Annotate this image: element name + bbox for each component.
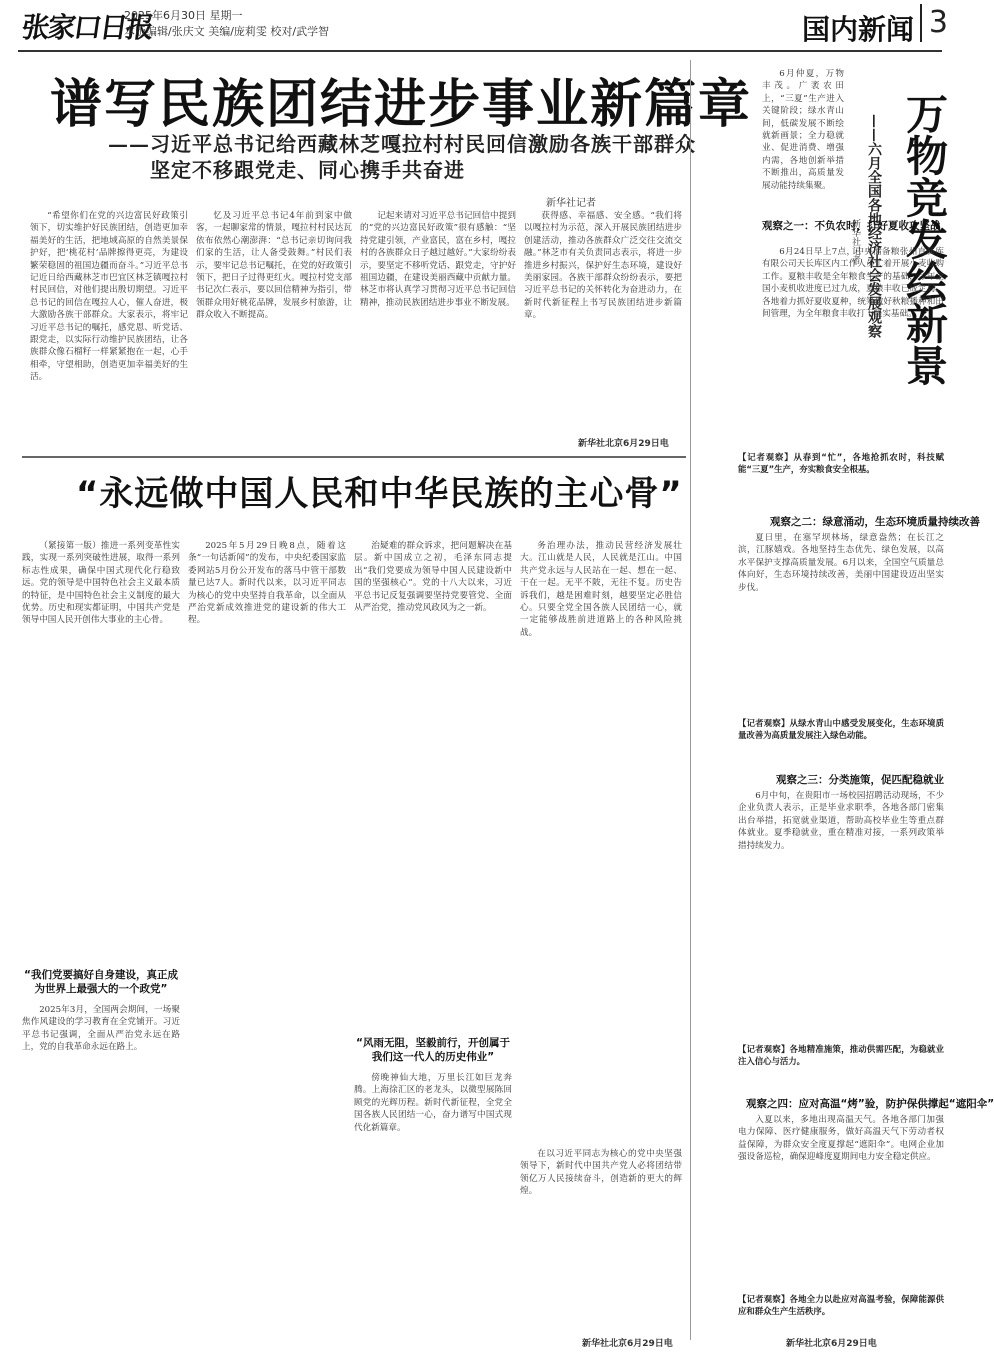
feature-dateline: 新华社北京6月29日电: [786, 1339, 877, 1349]
article1-column-3: [360, 210, 516, 442]
feature-obs2-text: 夏日里，在塞罕坝林场，绿意盎然；在长江之滨，江豚嬉戏。各地坚持生态优先、绿色发展，以高水平保护支撑高质量发展。6月以来，全国空气质量总体向好，生态环境持续改善，美丽中国建设迈出坚实步伐。: [738, 533, 944, 593]
article1-paragraph: 忆及习近平总书记4年前到家中做客，一起聊家常的情景，嘎拉村村民达瓦依布依然心潮澎湃：“总书记亲切询问我们家的生活，让人备受鼓舞。”村民们表示，要牢记总书记嘱托，在党的好政策引领下，把日子过得更红火。嘎拉村党支部书记次仁表示，要以回信精神为指引，带领群众用好桃花品牌，发展乡村旅游，让群众收入不断提高。: [196, 211, 352, 321]
article-separator: [22, 456, 686, 458]
masthead: [0, 0, 960, 56]
article2-paragraph: 2025年5月29日晚8点，随着这条“一句话新闻”的发布，中央纪委国家监委网站5月份公开发布的落马中管干部数量已达7人。新时代以来，以习近平同志为核心的党中央坚持自我革命，以全面从严治党新成效推进党的建设新的伟大工程。: [188, 541, 346, 626]
feature-obs4-title: 观察之四：应对高温“烤”验，防护保供撑起“遮阳伞”: [746, 1098, 994, 1110]
feature-headline-text: 万物竞发绘新景: [900, 92, 949, 386]
feature-obs2-title: 观察之二：绿意涌动，生态环境质量持续改善: [770, 516, 980, 528]
feature-subhead-text: ——六月全国各地经济社会发展观察: [866, 114, 882, 338]
article2-column-2: [188, 540, 346, 1334]
feature-note-3: [738, 1044, 944, 1084]
article1-byline: 新华社记者: [546, 198, 596, 209]
article2-col1-heading: “我们党要搞好自身建设，真正成为世界上最强大的一个政党”: [24, 969, 178, 995]
article1-subhead-2: 坚定不移跟党走、同心携手共奋进: [150, 158, 465, 182]
masthead-rule: [18, 50, 942, 52]
article2-col3-heading: “风雨无阻，坚毅前行，开创属于我们这一代人的历史伟业”: [356, 1037, 510, 1063]
feature-obs3-title: 观察之三：分类施策，促匹配稳就业: [776, 774, 944, 786]
article2-dateline: 新华社北京6月29日电: [582, 1339, 673, 1349]
article2-paragraph: 傍晚神仙大地，万里长江如巨龙奔腾。上海徐汇区的老龙头，以微型展陈回顾党的光辉历程。新时代新征程，全党全国各族人民团结一心，奋力谱写中国式现代化新篇章。: [354, 1073, 512, 1133]
feature-note-1: [738, 452, 944, 512]
article2-column-1b: [22, 1004, 180, 1334]
feature-obs1-body: [762, 246, 944, 478]
issue-date: 2025年6月30日 星期一: [124, 9, 243, 22]
article1-column-2: [196, 210, 352, 442]
article1-column-1: [30, 210, 188, 442]
feature-obs3-body: [738, 790, 944, 1040]
article1-paragraph: 记起来请对习近平总书记回信中提到的“党的兴边富民好政策”很有感触：“坚持党建引领，产业富民，富在乡村，嘎拉村的各族群众日子越过越好。”大家纷纷表示，要坚定不移听党话、跟党走，守护好祖国边疆，在建设美丽西藏中贡献力量。林芝市将认真学习贯彻习近平总书记回信精神，推动民族团结进步事业不断发展。: [360, 211, 516, 308]
feature-obs4-text: 入夏以来，多地出现高温天气。各地各部门加强电力保障、医疗健康服务，做好高温天气下劳动者权益保障，为群众安全度夏撑起“遮阳伞”。电网企业加强设备巡检，确保迎峰度夏期间电力安全稳定供应。: [738, 1115, 944, 1163]
article2-column-3: [354, 540, 512, 1030]
article2-paragraph: （紧接第一版）推进一系列变革性实践，实现一系列突破性进展，取得一系列标志性成果，确保中国式现代化行稳致远。党的领导是中国特色社会主义最本质的特征，是中国特色社会主义制度的最大优势。历史和现实都证明，中国共产党是领导中国人民开创伟大事业的主心骨。: [22, 541, 180, 626]
page-number: 3: [920, 4, 948, 42]
feature-obs3-text: 6月中旬，在贵阳市一场校园招聘活动现场，不少企业负责人表示，正是毕业求职季，各地各部门密集出台举措，拓宽就业渠道，帮助高校毕业生等重点群体就业。夏季稳就业，重在精准对接，一系列政策举措持续发力。: [738, 791, 944, 851]
feature-note-3-text: 【记者观察】各地精准施策，推动供需匹配，为稳就业注入信心与活力。: [738, 1044, 944, 1066]
staff-credits: 本版编辑/张庆文 美编/庞莉雯 校对/武学智: [124, 25, 330, 38]
article1-headline: 谱写民族团结进步事业新篇章: [50, 75, 753, 135]
article1-subhead-1: ——习近平总书记给西藏林芝嘎拉村村民回信激励各族干部群众: [108, 132, 696, 156]
article2-column-4: [520, 540, 682, 1140]
feature-obs4-body: [738, 1114, 944, 1290]
article1-column-4: [524, 210, 682, 430]
feature-note-2-text: 【记者观察】从绿水青山中感受发展变化，生态环境质量改善为高质量发展注入绿色动能。: [738, 718, 944, 740]
article2-paragraph: 在以习近平同志为核心的党中央坚强领导下，新时代中国共产党人必将团结带领亿万人民接续奋斗，创造新的更大的辉煌。: [520, 1149, 682, 1197]
article2-paragraph: 2025年3月，全国两会期间，一场聚焦作风建设的学习教育在全党铺开。习近平总书记强调，全面从严治党永远在路上，党的自我革命永远在路上。: [22, 1005, 180, 1053]
newspaper-logo: 张家口日报: [19, 11, 155, 44]
feature-intro-text: 6月仲夏，万物丰茂。广袤农田上，“三夏”生产进入关键阶段；绿水青山间，低碳发展不断绘就新画景；全力稳就业、促进消费、增强内需，各地创新举措不断推出，高质量发展动能持续集聚。: [762, 69, 844, 191]
article2-column-4b: [520, 1148, 682, 1318]
article1-dateline: 新华社北京6月29日电: [578, 439, 669, 449]
feature-obs2-body: [738, 532, 944, 716]
article2-column-3b: [354, 1072, 512, 1334]
feature-note-4: [738, 1294, 944, 1332]
feature-obs1-text: 6月24日早上7点，中央储备粮张州直属库有限公司天长库区内工作人员忙着开展小麦收购工作。夏粮丰收是全年粮食生产的基础，今年全国小麦机收进度已过九成，夏粮丰收已成定局。各地着力抓好夏收夏种，统筹做好秋粮播种和田间管理，为全年粮食丰收打下坚实基础。: [762, 247, 944, 320]
column-divider: [690, 60, 691, 1340]
article2-paragraph: 务治理办法，推动民营经济发展壮大。江山就是人民，人民就是江山。中国共产党永远与人民站在一起、想在一起、干在一起。无平不陂，无往不复。历史告诉我们，越是困难时刻，越要坚定必胜信心。只要全党全国各族人民团结一心，就一定能够战胜前进道路上的各种风险挑战。: [520, 541, 682, 638]
section-title: 国内新闻: [801, 13, 914, 46]
feature-note-4-text: 【记者观察】各地全力以赴应对高温考验，保障能源供应和群众生产生活秩序。: [738, 1294, 944, 1316]
article2-column-1: [22, 540, 180, 960]
article2-paragraph: 治疑难的群众诉求，把问题解决在基层。新中国成立之初，毛泽东同志提出“我们党要成为领导中国人民建设新中国的坚强核心”。党的十八大以来，习近平总书记反复强调要坚持党要管党、全面从严治党，推动党风政风为之一新。: [354, 541, 512, 614]
feature-byline-text: 新华社记者: [850, 218, 860, 264]
article1-paragraph: 获得感、幸福感、安全感。“我们将以嘎拉村为示范，深入开展民族团结进步创建活动，推动各族群众广泛交往交流交融。”林芝市有关负责同志表示，将进一步推进乡村振兴，保护好生态环境，建设好美丽家园。各族干部群众纷纷表示，要把习近平总书记的关怀转化为奋进动力，在新时代新征程上书写民族团结进步新篇章。: [524, 211, 682, 321]
feature-obs1-title: 观察之一：不负农时，打好夏收攻坚战: [762, 220, 941, 232]
article1-paragraph: “希望你们在党的兴边富民好政策引领下，切实维护好民族团结，创造更加幸福美好的生活，把地域高原的自然美景保护好，把‘桃花村’品牌擦得更亮，为建设繁荣稳固的祖国边疆而奋斗。”习近平总书记近日给西藏林芝市巴宜区林芝镇嘎拉村村民回信，对他们提出殷切期望。习近平总书记的回信在嘎拉人心，催人奋进，极大激励各族干部群众。大家表示，将牢记习近平总书记的嘱托，感党恩、听党话、跟党走，以实际行动维护民族团结，让各族群众像石榴籽一样紧紧抱在一起，心手相牵，守望相助，创造更加幸福美好的生活。: [30, 211, 188, 383]
feature-note-2: [738, 718, 944, 758]
feature-note-1-text: 【记者观察】从春到“忙”，各地抢抓农时，科技赋能“三夏”生产，夯实粮食安全根基。: [738, 452, 944, 474]
article2-headline: “永远做中国人民和中华民族的主心骨”: [76, 474, 683, 514]
